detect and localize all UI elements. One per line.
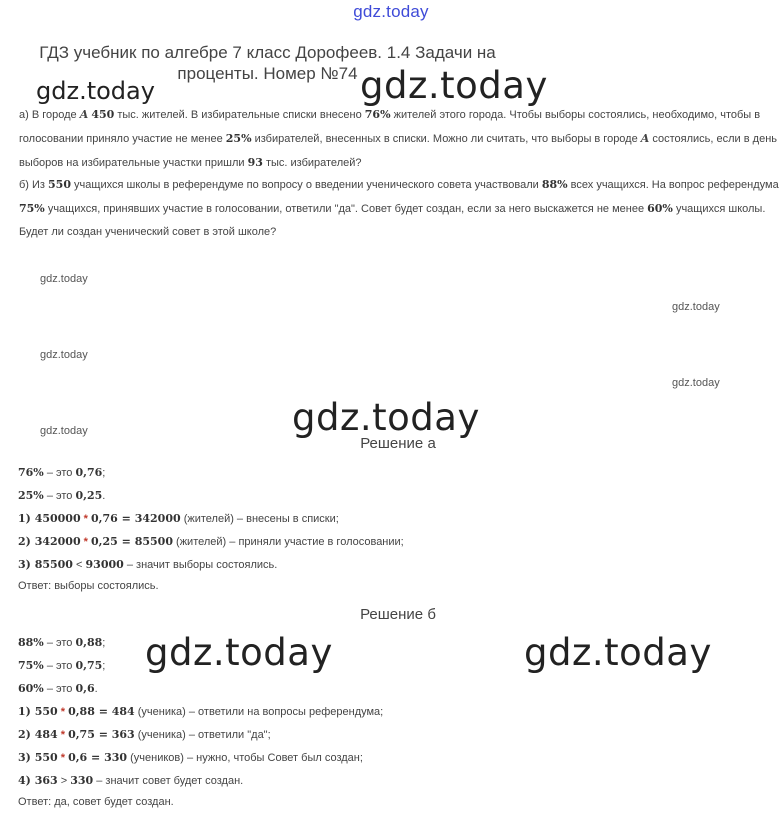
num: = 484 (94, 705, 135, 718)
solution-a-line (18, 489, 105, 502)
num: = 330 (87, 751, 128, 764)
text: а) В городе (19, 109, 80, 121)
text: – значит совет будет создан. (93, 775, 244, 787)
operator: * (57, 706, 69, 718)
solution-b-line (18, 728, 271, 741)
text: тыс. жителей. В избирательные списки внесено (114, 109, 365, 121)
num: = 363 (94, 728, 135, 741)
num: 2) 342000 (18, 535, 81, 548)
num: 25% (18, 489, 44, 502)
solution-b-line (18, 774, 243, 787)
num: 1) 450000 (18, 512, 81, 525)
num: = 85500 (117, 535, 173, 548)
watermark: gdz.today (40, 349, 88, 361)
text: – это (43, 490, 76, 502)
num: 76% (364, 108, 391, 121)
text: > (57, 775, 71, 787)
watermark: gdz.today (292, 396, 480, 439)
text: учащихся школы. Будет ли создан ученический совет в этой школе? (19, 203, 766, 238)
solution-b-line (18, 659, 105, 672)
operator: * (80, 513, 92, 525)
text: . (94, 683, 98, 695)
num: 0,6 (68, 751, 88, 764)
num: 450 (91, 108, 115, 121)
num: 0,75 (75, 659, 103, 672)
num: 3) 85500 (18, 558, 73, 571)
num: 0,25 (75, 489, 103, 502)
text: учащихся школы в референдуме по вопросу о введении ученического совета участвовали (71, 179, 542, 191)
text: ; (102, 637, 106, 649)
num: 88% (541, 178, 568, 191)
watermark: gdz.today (40, 425, 88, 437)
num: 0,25 (91, 535, 118, 548)
num: 0,75 (68, 728, 95, 741)
var: A (640, 132, 650, 145)
watermark: gdz.today (360, 64, 548, 107)
num: 4) 363 (18, 774, 58, 787)
num: 25% (225, 132, 252, 145)
num: 60% (647, 202, 673, 215)
solution-a-heading: Решение а (360, 435, 436, 452)
num: 60% (18, 682, 44, 695)
text: – это (43, 660, 76, 672)
num: 550 (48, 178, 71, 191)
solution-a-line (18, 558, 277, 571)
num: 0,88 (68, 705, 95, 718)
num: 93 (247, 156, 263, 169)
operator: * (57, 729, 69, 741)
page-title: ГДЗ учебник по алгебре 7 класс Дорофеев. 1.4 Задачи на проценты. Номер №74 (39, 43, 496, 83)
solution-a-answer: Ответ: выборы состоялись. (18, 580, 159, 592)
num: 88% (18, 636, 44, 649)
site-logo[interactable]: gdz.today (353, 2, 429, 21)
text: (учеников) – нужно, чтобы Совет был создан; (127, 752, 363, 764)
solution-a-line (18, 512, 339, 525)
num: 330 (70, 774, 94, 787)
num: 2) 484 (18, 728, 58, 741)
num: 0,76 (91, 512, 118, 525)
text: учащихся, принявших участие в голосовании, ответили "да". Совет будет создан, если за него выскажется не менее (44, 203, 648, 215)
num: 75% (19, 202, 45, 215)
num: 0,88 (75, 636, 103, 649)
operator: * (80, 536, 92, 548)
solution-b-heading: Решение б (360, 606, 436, 623)
text: ; (102, 467, 106, 479)
text: < (72, 559, 86, 571)
text: избирателей, внесенных в списки. Можно ли считать, что выборы в городе (251, 133, 641, 145)
text: (жителей) – внесены в списки; (180, 513, 339, 525)
operator: * (57, 752, 69, 764)
num: 0,6 (75, 682, 95, 695)
watermark: gdz.today (672, 301, 720, 313)
solution-a-line (18, 535, 404, 548)
text: – это (43, 467, 76, 479)
problem-a-text (19, 103, 779, 175)
solution-b-line (18, 705, 383, 718)
watermark: gdz.today (40, 273, 88, 285)
solution-b-line (18, 751, 363, 764)
num: = 342000 (117, 512, 181, 525)
text: всех учащихся. На вопрос референдума (567, 179, 779, 191)
text: (ученика) – ответили на вопросы референдума; (134, 706, 384, 718)
watermark: gdz.today (672, 377, 720, 389)
text: б) Из (19, 179, 49, 191)
text: тыс. избирателей? (262, 157, 362, 169)
text: ; (102, 660, 106, 672)
watermark: gdz.today (145, 631, 333, 674)
text: . (102, 490, 106, 502)
num: 0,76 (75, 466, 103, 479)
text: – значит выборы состоялись. (123, 559, 278, 571)
num: 1) 550 (18, 705, 58, 718)
text: – это (43, 637, 76, 649)
problem-b-text (19, 173, 779, 244)
num: 75% (18, 659, 44, 672)
text: жителей этого города. Чтобы выборы состоялись, необходимо, чтобы в голосовании приняло участие не менее (19, 109, 761, 145)
solution-a-line (18, 466, 105, 479)
solution-b-line (18, 682, 98, 695)
text: – это (43, 683, 76, 695)
num: 3) 550 (18, 751, 58, 764)
watermark: gdz.today (36, 77, 155, 105)
text: (жителей) – приняли участие в голосовании; (172, 536, 404, 548)
num: 93000 (85, 558, 124, 571)
text: (ученика) – ответили "да"; (134, 729, 271, 741)
watermark: gdz.today (524, 631, 712, 674)
num: 76% (18, 466, 44, 479)
var: A (79, 108, 89, 121)
solution-b-line (18, 636, 105, 649)
text: состоялись, если в день выборов на избирательные участки пришли (19, 133, 777, 169)
solution-b-answer: Ответ: да, совет будет создан. (18, 796, 174, 808)
